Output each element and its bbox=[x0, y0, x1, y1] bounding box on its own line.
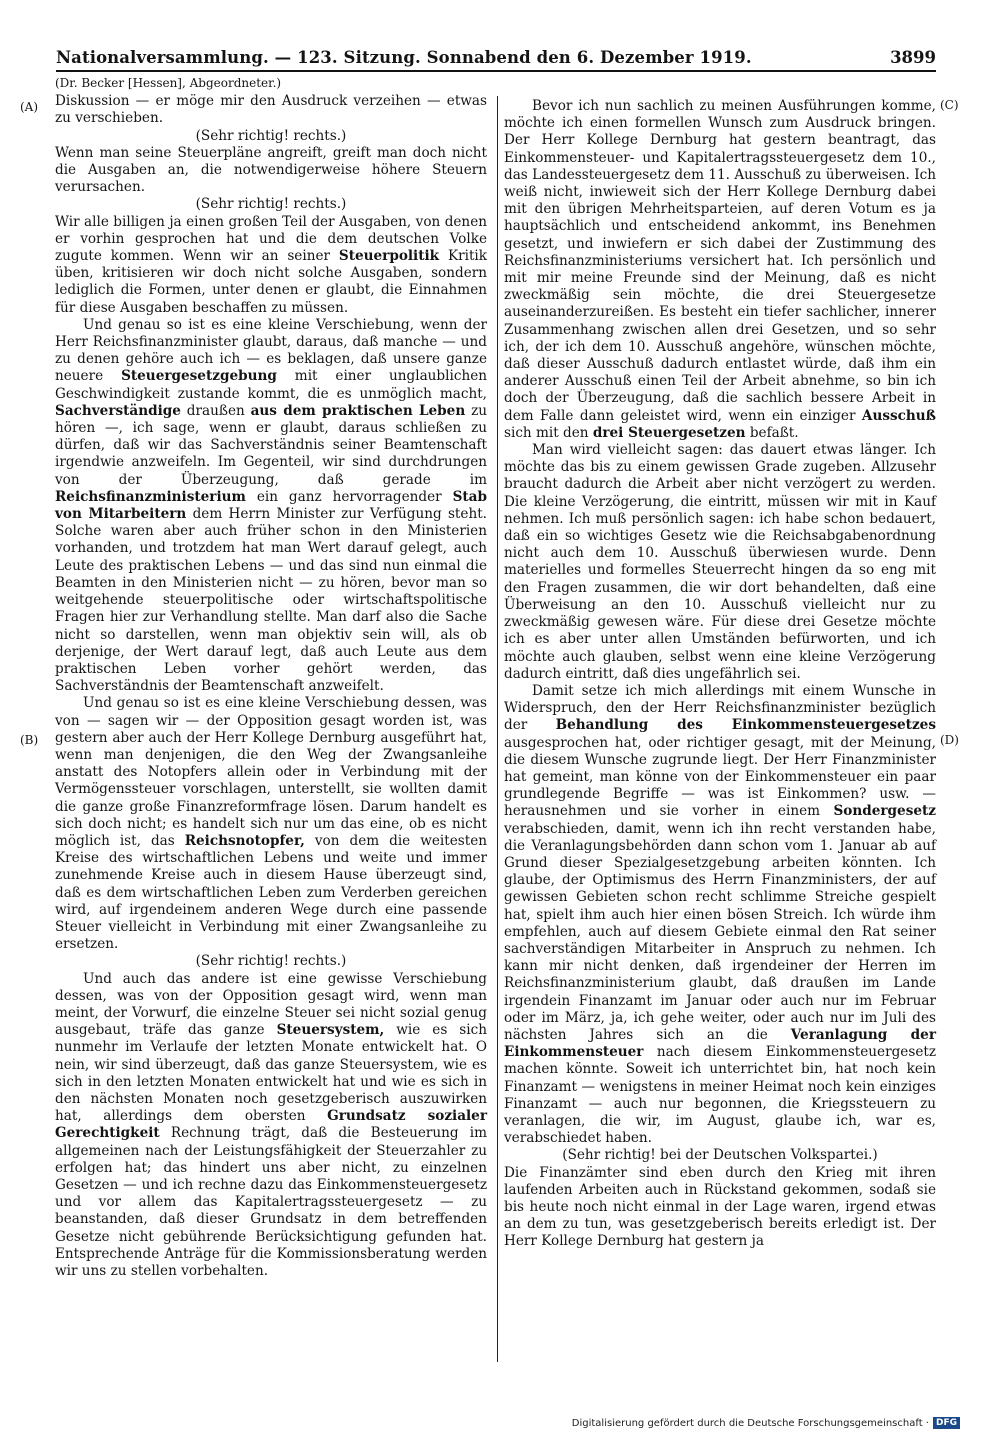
emphasis: Sondergesetz bbox=[833, 803, 936, 820]
text-run: von dem die weitesten Kreise des wirtschaftlichen Lebens und weite und immer zunehmende Kreise auch in diesem Hause überzeugt sind, daß es dem wirtschaftlichen Leben zum Verderben gereichen wird, auf irgendeinem anderen Wege durch eine passende Steuer vielleicht in Verbindung mit einer Zwangsanleihe zu ersetzen. bbox=[55, 832, 487, 953]
emphasis: Steuergesetzgebung bbox=[121, 368, 277, 385]
paragraph bbox=[504, 683, 936, 1147]
text-run: Rechnung trägt, daß die Besteuerung im allgemeinen nach der Leistungsfähigkeit der Steuerzahler zu erfolgen hat; das hindert uns aber nicht, zu einzelnen Gesetzen — und ich rechne dazu das Einkommensteuergesetz und vor allem das Kapitalertragssteuergesetz — zu beanstanden, daß dieser Grundsatz in dem betreffenden Gesetze nicht gebührende Berücksichtigung gefunden hat. Entsprechende Anträge für die Kommissionsberatung werden wir uns zu stellen vorbehalten. bbox=[55, 1125, 487, 1280]
text-run: zu hören —, ich sage, wenn er glaubt, daraus schließen zu dürfen, daß wir das Sachverständnis seiner Beamtenschaft irgendwie anzweifeln. Im Gegenteil, wir sind durchdrungen von der Überzeugung, daß gerade im bbox=[55, 402, 487, 488]
paragraph bbox=[55, 317, 487, 695]
text-run: Kritik üben, kritisieren wir doch nicht solche Ausgaben, sondern lediglich die Formen, unter denen er glaubt, die Einnahmen für diese Ausgaben beschaffen zu müssen. bbox=[55, 248, 487, 316]
text-run: sich mit den bbox=[504, 424, 593, 441]
paragraph: Man wird vielleicht sagen: das dauert etwas länger. Ich möchte das bis zu einem gewissen Grade zugeben. Allzusehr braucht dadurch die Arbeit aber nicht verzögert zu werden. Die kleine Verzögerung, die eintritt, müssen wir mit in Kauf nehmen. Ich muß persönlich sagen: ich habe schon bedauert, daß ein so wichtiges Gesetz wie die Reichsabgabenordnung nicht auch dem 10. Ausschuß überwiesen wurde. Denn materielles und formelles Steuerrecht hingen da so eng mit den Fragen zusammen, die wir dort behandelten, daß eine Überweisung an den 10. Ausschuß vielleicht nur zu zweckmäßig gewesen wäre. Für diese drei Gesetze möchte ich es aber unter allen Umständen befürworten, und ich möchte auch glauben, selbst wenn eine kleine Verzögerung dadurch eintritt, daß dies ungefährlich sei. bbox=[504, 442, 936, 682]
header-rule bbox=[56, 70, 936, 72]
margin-marker-a: (A) bbox=[20, 100, 39, 114]
emphasis: Grundsatz sozialer Gerechtigkeit bbox=[55, 1108, 487, 1142]
interjection: (Sehr richtig! rechts.) bbox=[195, 196, 347, 213]
text-run: Und genau so ist es eine kleine Verschiebung, wenn der Herr Reichsfinanzminister glaubt, daraus, daß manche — und zu denen gehöre auch ich — es beklagen, daß unsere ganze neuere bbox=[55, 316, 487, 385]
interjection: (Sehr richtig! bei der Deutschen Volkspartei.) bbox=[562, 1147, 878, 1164]
text-run: wie es sich nunmehr im Verlaufe der letzten Monate entwickelt hat. O nein, wir sind überzeugt, daß das ganze Steuersystem, wie es sich in den letzten Monaten entwickelt hat und wie es sich in den nächsten Monaten noch gesetzgeberisch auszuwirken hat, allerdings dem obersten bbox=[55, 1022, 487, 1125]
paragraph: Diskussion — er möge mir den Ausdruck verzeihen — etwas zu verschieben. bbox=[55, 93, 487, 127]
paragraph: Wenn man seine Steuerpläne angreift, greift man doch nicht die Ausgaben an, die notwendigerweise höhere Steuern verursachen. bbox=[55, 144, 487, 196]
text-run: ausgesprochen hat, oder richtiger gesagt, mit der Meinung, die diesem Wunsche zugrunde liegt. Der Herr Finanzminister hat gemeint, man könne von der Einkommensteuer ein paar grundlegende Begriffe — was ist Einkommen? usw. — herausnehmen und sie vorher in einem bbox=[504, 734, 936, 820]
text-run: mit einer unglaublichen Geschwindigkeit zustande kommt, die es unmöglich macht, bbox=[55, 368, 487, 402]
emphasis: Veranlagung der Einkommensteuer bbox=[504, 1026, 936, 1061]
emphasis: drei Steuergesetzen bbox=[592, 424, 746, 441]
digitization-credit bbox=[572, 1417, 960, 1429]
text-run: Wir alle billigen ja einen großen Teil der Ausgaben, von denen er vorhin gesprochen hat und die dem deutschen Volke zugute kommen. Wenn wir an seiner bbox=[55, 213, 487, 265]
emphasis: Steuersystem, bbox=[276, 1022, 385, 1039]
text-run: Und genau so ist es eine kleine Verschiebung dessen, was von — sagen wir — der Opposition gesagt worden ist, was gestern aber auch der Herr Kollege Dernburg ausgeführt hat, wenn man denjenigen, die den Weg der Zwangsanleihe anstatt des Notopfers allein oder in Verbindung mit der Vermögenssteuer vorschlagen, unterstellt, sie wollten damit die ganze große Finanzreformfrage lösen. Darum handelt es sich doch nicht; es handelt sich nur um das eine, ob es nicht möglich ist, das bbox=[55, 695, 487, 849]
emphasis: aus dem praktischen Leben bbox=[250, 402, 466, 419]
emphasis: Behandlung des Einkommensteuergesetzes bbox=[555, 717, 936, 734]
text-run: verabschieden, damit, wenn ich ihn recht verstanden habe, die Veranlagungsbehörden dann schon vom 1. Januar ab auf Grund dieser Spezialgesetzgebung arbeiten könnten. Ich glaube, der Optimismus des Herrn Finanzministers, der auf gewissen Gebieten schon recht schlimme Streiche gespielt hat, spielt ihm auch hier einen bösen Streich. Ich würde ihm empfehlen, auch auf diesem Gebiete einmal den Rat seiner sachverständigen Mitarbeiter in Anspruch zu nehmen. Ich kann mir nicht denken, daß irgendeiner der Herren im Reichsfinanzministerium glaubt, daß draußen im Lande irgendein Finanzamt im Januar oder auch nur im Februar oder im März, ja, ich gehe weiter, oder auch nur im Juli des nächsten Jahres sich an die bbox=[504, 820, 936, 1043]
margin-marker-d: (D) bbox=[940, 733, 959, 747]
emphasis: Ausschuß bbox=[861, 407, 936, 424]
emphasis: Sachverständige bbox=[55, 402, 181, 419]
column-divider bbox=[497, 96, 498, 1362]
dfg-logo: DFG bbox=[933, 1417, 960, 1429]
margin-marker-b: (B) bbox=[20, 733, 39, 747]
emphasis: Stab von Mitarbeitern bbox=[55, 488, 487, 523]
text-run: ein ganz hervorragender bbox=[245, 488, 453, 505]
margin-marker-c: (C) bbox=[940, 98, 959, 112]
text-run: dem Herrn Minister zur Verfügung steht. Solche waren aber auch früher schon in den Ministerien vorhanden, und trotzdem hat man Wert darauf gelegt, auch Leute des praktischen Lebens — und das sind nun einmal die Beamten in den Ministerien nicht — zu hören, bevor man so weitgehende steuerpolitische oder wirtschaftspolitische Fragen hier zur Verhandlung stellte. Man darf also die Sache nicht so darstellen, wenn man objektiv sein will, als ob derjenige, der Wert darauf legt, daß auch Leute aus dem praktischen Leben vorher gehört werden, das Sachverständnis der Beamtenschaft anzweifelt. bbox=[55, 506, 487, 695]
paragraph bbox=[504, 98, 936, 442]
page-header bbox=[56, 44, 936, 70]
emphasis: Reichsfinanzministerium bbox=[55, 488, 246, 505]
text-run: Bevor ich nun sachlich zu meinen Ausführungen komme, möchte ich einen formellen Wunsch zum Ausdruck bringen. Der Herr Kollege Dernburg hat gestern beantragt, das Einkommensteuer- und Kapitalertragssteuergesetz dem 10., das Landessteuergesetz dem 11. Ausschuß zu überweisen. Ich weiß nicht, inwieweit sich der Herr Kollege Dernburg dabei mit den übrigen Mehrheitsparteien, auf deren Votum es ja hauptsächlich und entscheidend ankommt, ins Benehmen gesetzt, und inwiefern er sich dabei der Zustimmung des Reichsfinanzministeriums versichert hat. Ich persönlich und mit mir meine Freunde sind der Meinung, daß es nicht zweckmäßig sein möchte, die drei Steuergesetze auseinanderzureißen. Es besteht ein tiefer sachlicher, innerer Zusammenhang zwischen allen drei Gesetzen, und so sehr ich, der ich dem 10. Ausschuß angehöre, wünschen möchte, daß dieser Ausschuß dadurch entlastet würde, daß ihm ein anderer Ausschuß einen Teil der Arbeit abnehme, so bin ich doch der Überzeugung, daß die sachlich bessere Arbeit in dem Falle dann geleistet wird, wenn ein einziger bbox=[504, 98, 936, 424]
speaker-note: (Dr. Becker [Hessen], Abgeordneter.) bbox=[55, 76, 282, 90]
interjection: (Sehr richtig! rechts.) bbox=[195, 953, 347, 970]
paragraph bbox=[55, 971, 487, 1281]
text-run: nach diesem Einkommensteuergesetz machen könnte. Soweit ich unterrichtet bin, hat noch kein Finanzamt — wenigstens in meiner Heimat noch kein einziges Finanzamt — auch nur begonnen, die Kriegssteuern zu veranlagen, die wir, im August, glaube ich, war es, verabschiedet haben. bbox=[504, 1044, 936, 1147]
left-column bbox=[55, 75, 487, 1280]
paragraph bbox=[55, 214, 487, 317]
page-number: 3899 bbox=[890, 48, 936, 67]
text-run: Und auch das andere ist eine gewisse Verschiebung dessen, was von der Opposition gesagt wird, wenn man meint, der Vorwurf, die einzelne Steuer sei nicht sozial genug ausgebaut, träfe das ganze bbox=[55, 970, 487, 1039]
paragraph bbox=[55, 695, 487, 953]
right-column bbox=[504, 98, 936, 1251]
emphasis: Reichsnotopfer, bbox=[184, 832, 305, 849]
text-run: draußen bbox=[180, 402, 251, 419]
credit-text: Digitalisierung gefördert durch die Deutsche Forschungsgemeinschaft · bbox=[571, 1417, 929, 1429]
text-run: Damit setze ich mich allerdings mit einem Wunsche in Widerspruch, den der Herr Reichsfinanzminister bezüglich der bbox=[504, 682, 936, 734]
text-run: befaßt. bbox=[745, 424, 799, 441]
header-title: Nationalversammlung. — 123. Sitzung. Sonnabend den 6. Dezember 1919. bbox=[56, 48, 752, 67]
emphasis: Steuerpolitik bbox=[338, 248, 440, 265]
paragraph: Die Finanzämter sind eben durch den Krieg mit ihren laufenden Arbeiten auch in Rückstand gekommen, sodaß sie bis heute noch nicht einmal in der Lage waren, irgend etwas an dem zu tun, was gesetzgeberisch bereits erledigt ist. Der Herr Kollege Dernburg hat gestern ja bbox=[504, 1164, 936, 1250]
interjection: (Sehr richtig! rechts.) bbox=[195, 127, 347, 144]
